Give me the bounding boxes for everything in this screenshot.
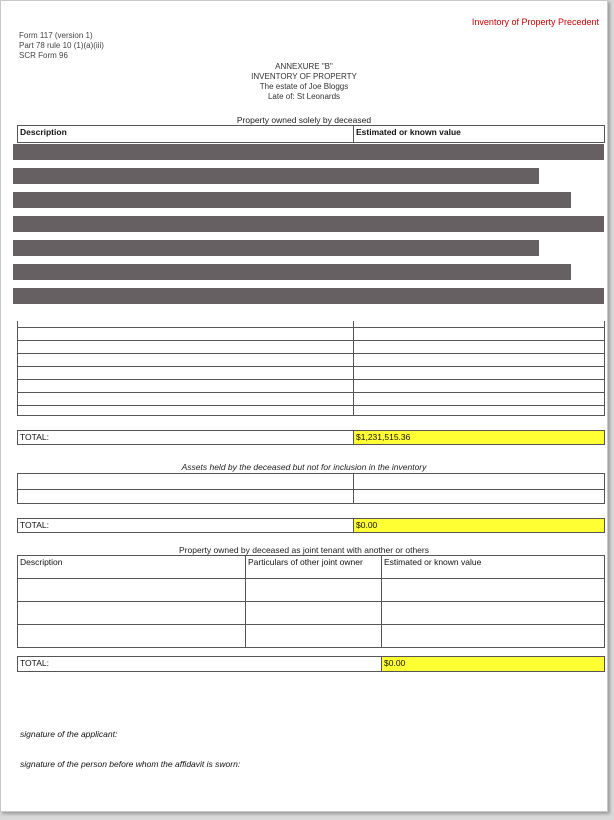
section2-cell xyxy=(17,489,354,504)
redaction-bar xyxy=(13,240,539,256)
section1-col-description: Description xyxy=(17,125,354,143)
section3-title: Property owned by deceased as joint tenant with another or others xyxy=(179,545,429,555)
section3-cell xyxy=(381,624,605,648)
section3-cell xyxy=(245,601,382,625)
redaction-bar xyxy=(13,264,571,280)
inventory-title: INVENTORY OF PROPERTY xyxy=(251,72,357,81)
estate-name: The estate of Joe Bloggs xyxy=(259,82,349,91)
section3-total-label: TOTAL: xyxy=(17,656,382,672)
section3-cell xyxy=(17,601,246,625)
section3-col-value: Estimated or known value xyxy=(381,555,605,579)
section3-cell xyxy=(17,578,246,602)
annexure-label: ANNEXURE "B" xyxy=(275,62,333,71)
form-number: Form 117 (version 1) xyxy=(19,31,93,40)
redaction-bar xyxy=(13,216,604,232)
form-meta xyxy=(19,31,104,61)
section1-total-label: TOTAL: xyxy=(17,430,354,445)
section2-total-label: TOTAL: xyxy=(17,518,354,533)
form-scr: SCR Form 96 xyxy=(19,51,68,60)
section3-col-description: Description xyxy=(17,555,246,579)
precedent-title: Inventory of Property Precedent xyxy=(471,17,599,27)
redaction-bar xyxy=(13,144,604,160)
section3-cell xyxy=(245,578,382,602)
redaction-bar xyxy=(13,192,571,208)
section2-cell xyxy=(353,473,605,490)
section2-cell xyxy=(17,473,354,490)
section3-cell xyxy=(381,601,605,625)
section3-cell xyxy=(381,578,605,602)
document-heading xyxy=(1,62,607,102)
section3-cell xyxy=(245,624,382,648)
redaction-bar xyxy=(13,288,604,304)
section2-cell xyxy=(353,489,605,504)
section1-total-value: $1,231,515.36 xyxy=(353,430,605,445)
section3-col-particulars: Particulars of other joint owner xyxy=(245,555,382,579)
redaction-bar xyxy=(13,168,539,184)
witness-signature-label: signature of the person before whom the affidavit is sworn: xyxy=(20,759,241,769)
section3-total-value: $0.00 xyxy=(381,656,605,672)
form-rule: Part 78 rule 10 (1)(a)(iii) xyxy=(19,41,104,50)
section1-col-value: Estimated or known value xyxy=(353,125,605,143)
section2-title: Assets held by the deceased but not for inclusion in the inventory xyxy=(181,462,427,472)
section1-title: Property owned solely by deceased xyxy=(236,115,372,125)
late-of: Late of: St Leonards xyxy=(267,92,341,101)
applicant-signature-label: signature of the applicant: xyxy=(20,729,118,739)
section3-cell xyxy=(17,624,246,648)
section2-total-value: $0.00 xyxy=(353,518,605,533)
